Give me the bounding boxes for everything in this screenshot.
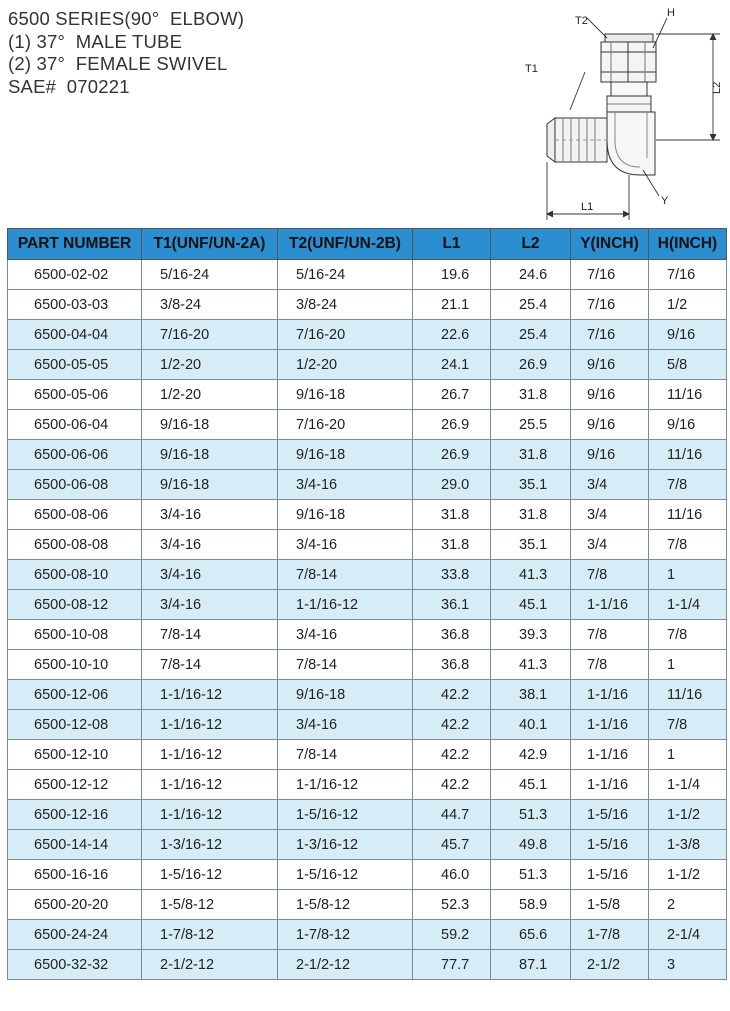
cell-t2-thread: 7/8-14 (278, 560, 413, 590)
cell-y-inch: 1-5/16 (571, 800, 649, 830)
cell-h-inch: 7/8 (649, 470, 727, 500)
male-tube-end-shape (547, 118, 607, 162)
cell-part-number: 6500-08-12 (8, 590, 142, 620)
table-row (8, 260, 727, 290)
cell-l1: 36.1 (413, 590, 491, 620)
cell-t1-thread: 2-1/2-12 (142, 950, 278, 980)
cell-y-inch: 1-1/16 (571, 740, 649, 770)
cell-h-inch: 9/16 (649, 410, 727, 440)
cell-part-number: 6500-08-06 (8, 500, 142, 530)
table-row (8, 860, 727, 890)
label-t1: T1 (525, 63, 538, 75)
elbow-fitting-drawing (515, 0, 730, 225)
cell-l2: 49.8 (491, 830, 571, 860)
cell-t2-thread: 3/4-16 (278, 710, 413, 740)
cell-l2: 41.3 (491, 650, 571, 680)
cell-h-inch: 11/16 (649, 680, 727, 710)
cell-y-inch: 1-1/16 (571, 680, 649, 710)
cell-l1: 24.1 (413, 350, 491, 380)
cell-l2: 25.4 (491, 290, 571, 320)
cell-l2: 35.1 (491, 530, 571, 560)
cell-part-number: 6500-06-06 (8, 440, 142, 470)
cell-part-number: 6500-20-20 (8, 890, 142, 920)
cell-l2: 31.8 (491, 380, 571, 410)
cell-l1: 26.9 (413, 440, 491, 470)
cell-y-inch: 7/16 (571, 260, 649, 290)
cell-l1: 29.0 (413, 470, 491, 500)
cell-part-number: 6500-08-10 (8, 560, 142, 590)
cell-t2-thread: 7/8-14 (278, 650, 413, 680)
elbow-body-shape (607, 112, 655, 175)
cell-y-inch: 7/8 (571, 650, 649, 680)
cell-part-number: 6500-06-08 (8, 470, 142, 500)
cell-t1-thread: 3/8-24 (142, 290, 278, 320)
table-row (8, 650, 727, 680)
table-row (8, 620, 727, 650)
cell-y-inch: 1-5/16 (571, 860, 649, 890)
cell-l2: 26.9 (491, 350, 571, 380)
cell-l2: 41.3 (491, 560, 571, 590)
cell-t2-thread: 3/4-16 (278, 530, 413, 560)
cell-l1: 22.6 (413, 320, 491, 350)
cell-t1-thread: 1-1/16-12 (142, 680, 278, 710)
cell-part-number: 6500-08-08 (8, 530, 142, 560)
column-header-l1: L1 (413, 229, 491, 260)
label-y: Y (661, 195, 669, 207)
cell-l1: 59.2 (413, 920, 491, 950)
cell-y-inch: 1-1/16 (571, 590, 649, 620)
cell-t2-thread: 9/16-18 (278, 440, 413, 470)
cell-part-number: 6500-24-24 (8, 920, 142, 950)
cell-y-inch: 1-1/16 (571, 710, 649, 740)
cell-h-inch: 11/16 (649, 380, 727, 410)
cell-h-inch: 2 (649, 890, 727, 920)
cell-l2: 31.8 (491, 440, 571, 470)
column-header-part-number: PART NUMBER (8, 229, 142, 260)
cell-t1-thread: 9/16-18 (142, 440, 278, 470)
cell-l1: 44.7 (413, 800, 491, 830)
cell-l1: 19.6 (413, 260, 491, 290)
cell-l1: 36.8 (413, 650, 491, 680)
cell-t1-thread: 1-1/16-12 (142, 740, 278, 770)
cell-t1-thread: 1/2-20 (142, 350, 278, 380)
cell-y-inch: 3/4 (571, 500, 649, 530)
table-row (8, 950, 727, 980)
cell-y-inch: 9/16 (571, 440, 649, 470)
table-row (8, 830, 727, 860)
column-header-y-inch: Y(INCH) (571, 229, 649, 260)
cell-h-inch: 1/2 (649, 290, 727, 320)
cell-part-number: 6500-32-32 (8, 950, 142, 980)
label-l1: L1 (581, 201, 594, 213)
cell-t1-thread: 3/4-16 (142, 500, 278, 530)
cell-y-inch: 2-1/2 (571, 950, 649, 980)
cell-l2: 40.1 (491, 710, 571, 740)
column-header-l2: L2 (491, 229, 571, 260)
table-row (8, 500, 727, 530)
sae-number: SAE# 070221 (8, 75, 130, 97)
table-row (8, 770, 727, 800)
cell-part-number: 6500-12-16 (8, 800, 142, 830)
cell-t2-thread: 9/16-18 (278, 380, 413, 410)
cell-t2-thread: 3/4-16 (278, 470, 413, 500)
cell-l1: 42.2 (413, 770, 491, 800)
cell-y-inch: 7/16 (571, 290, 649, 320)
cell-l1: 26.7 (413, 380, 491, 410)
cell-l2: 58.9 (491, 890, 571, 920)
table-row (8, 710, 727, 740)
cell-t2-thread: 7/16-20 (278, 410, 413, 440)
cell-t1-thread: 1-1/16-12 (142, 800, 278, 830)
cell-t2-thread: 7/16-20 (278, 320, 413, 350)
cell-part-number: 6500-05-05 (8, 350, 142, 380)
column-header-t1-thread: T1(UNF/UN-2A) (142, 229, 278, 260)
cell-l2: 31.8 (491, 500, 571, 530)
cell-l2: 65.6 (491, 920, 571, 950)
cell-h-inch: 1 (649, 560, 727, 590)
table-row (8, 470, 727, 500)
cell-y-inch: 7/8 (571, 560, 649, 590)
cell-t2-thread: 1-7/8-12 (278, 920, 413, 950)
cell-l1: 52.3 (413, 890, 491, 920)
cell-l1: 77.7 (413, 950, 491, 980)
elbow-neck-shape (607, 82, 651, 112)
table-row (8, 920, 727, 950)
cell-h-inch: 1 (649, 740, 727, 770)
label-l2: L2 (711, 81, 723, 94)
cell-t1-thread: 1-3/16-12 (142, 830, 278, 860)
cell-t1-thread: 7/8-14 (142, 650, 278, 680)
cell-y-inch: 1-5/8 (571, 890, 649, 920)
cell-t1-thread: 1-1/16-12 (142, 770, 278, 800)
cell-t2-thread: 9/16-18 (278, 680, 413, 710)
cell-l2: 51.3 (491, 860, 571, 890)
cell-l2: 42.9 (491, 740, 571, 770)
cell-t2-thread: 1-5/8-12 (278, 890, 413, 920)
cell-t1-thread: 3/4-16 (142, 590, 278, 620)
series-description (8, 8, 244, 98)
cell-h-inch: 11/16 (649, 440, 727, 470)
cell-y-inch: 1-7/8 (571, 920, 649, 950)
table-row (8, 440, 727, 470)
table-row (8, 320, 727, 350)
cell-y-inch: 9/16 (571, 350, 649, 380)
cell-h-inch: 1-3/8 (649, 830, 727, 860)
cell-l1: 31.8 (413, 530, 491, 560)
cell-y-inch: 1-1/16 (571, 770, 649, 800)
column-header-h-inch: H(INCH) (649, 229, 727, 260)
cell-t2-thread: 3/4-16 (278, 620, 413, 650)
cell-l2: 45.1 (491, 770, 571, 800)
cell-l1: 31.8 (413, 500, 491, 530)
table-row (8, 740, 727, 770)
cell-y-inch: 7/16 (571, 320, 649, 350)
cell-y-inch: 3/4 (571, 470, 649, 500)
cell-t1-thread: 1-5/8-12 (142, 890, 278, 920)
cell-h-inch: 7/16 (649, 260, 727, 290)
cell-l2: 24.6 (491, 260, 571, 290)
table-row (8, 350, 727, 380)
cell-part-number: 6500-05-06 (8, 380, 142, 410)
cell-y-inch: 3/4 (571, 530, 649, 560)
cell-t2-thread: 1-5/16-12 (278, 800, 413, 830)
cell-l2: 45.1 (491, 590, 571, 620)
label-h: H (667, 7, 675, 19)
table-row (8, 560, 727, 590)
cell-y-inch: 9/16 (571, 410, 649, 440)
cell-h-inch: 1 (649, 650, 727, 680)
cell-h-inch: 7/8 (649, 620, 727, 650)
cell-t2-thread: 2-1/2-12 (278, 950, 413, 980)
cell-l2: 39.3 (491, 620, 571, 650)
cell-l2: 35.1 (491, 470, 571, 500)
dimensions-table (7, 228, 727, 980)
cell-h-inch: 11/16 (649, 500, 727, 530)
table-row (8, 380, 727, 410)
swivel-nut-shape (601, 34, 656, 82)
cell-part-number: 6500-12-12 (8, 770, 142, 800)
cell-t2-thread: 1-1/16-12 (278, 770, 413, 800)
cell-t2-thread: 1-3/16-12 (278, 830, 413, 860)
table-body (8, 260, 727, 980)
cell-part-number: 6500-02-02 (8, 260, 142, 290)
cell-h-inch: 5/8 (649, 350, 727, 380)
table-header-row (8, 229, 727, 260)
cell-part-number: 6500-10-08 (8, 620, 142, 650)
cell-y-inch: 9/16 (571, 380, 649, 410)
table-row (8, 890, 727, 920)
end-1-description: (1) 37° MALE TUBE (8, 30, 183, 52)
cell-part-number: 6500-04-04 (8, 320, 142, 350)
cell-t2-thread: 9/16-18 (278, 500, 413, 530)
column-header-t2-thread: T2(UNF/UN-2B) (278, 229, 413, 260)
cell-t1-thread: 1-1/16-12 (142, 710, 278, 740)
cell-part-number: 6500-12-06 (8, 680, 142, 710)
cell-t1-thread: 5/16-24 (142, 260, 278, 290)
series-title: 6500 SERIES(90° ELBOW) (8, 8, 245, 29)
cell-t2-thread: 5/16-24 (278, 260, 413, 290)
cell-part-number: 6500-16-16 (8, 860, 142, 890)
cell-t1-thread: 3/4-16 (142, 560, 278, 590)
cell-t1-thread: 1/2-20 (142, 380, 278, 410)
cell-t2-thread: 1-5/16-12 (278, 860, 413, 890)
cell-h-inch: 2-1/4 (649, 920, 727, 950)
cell-l2: 25.4 (491, 320, 571, 350)
cell-part-number: 6500-03-03 (8, 290, 142, 320)
cell-h-inch: 7/8 (649, 710, 727, 740)
cell-h-inch: 1-1/2 (649, 860, 727, 890)
cell-l1: 45.7 (413, 830, 491, 860)
cell-l2: 87.1 (491, 950, 571, 980)
cell-t2-thread: 1-1/16-12 (278, 590, 413, 620)
cell-l1: 42.2 (413, 710, 491, 740)
cell-y-inch: 1-5/16 (571, 830, 649, 860)
cell-t1-thread: 9/16-18 (142, 470, 278, 500)
cell-l1: 26.9 (413, 410, 491, 440)
cell-t1-thread: 1-7/8-12 (142, 920, 278, 950)
cell-part-number: 6500-14-14 (8, 830, 142, 860)
cell-h-inch: 3 (649, 950, 727, 980)
cell-part-number: 6500-10-10 (8, 650, 142, 680)
cell-h-inch: 9/16 (649, 320, 727, 350)
cell-t2-thread: 1/2-20 (278, 350, 413, 380)
cell-l1: 21.1 (413, 290, 491, 320)
cell-t1-thread: 7/8-14 (142, 620, 278, 650)
cell-t2-thread: 3/8-24 (278, 290, 413, 320)
table-row (8, 410, 727, 440)
label-t2: T2 (575, 15, 588, 27)
table-row (8, 590, 727, 620)
cell-l1: 42.2 (413, 680, 491, 710)
cell-l2: 51.3 (491, 800, 571, 830)
cell-h-inch: 1-1/4 (649, 590, 727, 620)
cell-h-inch: 7/8 (649, 530, 727, 560)
cell-l1: 36.8 (413, 620, 491, 650)
end-2-description: (2) 37° FEMALE SWIVEL (8, 53, 228, 74)
cell-t1-thread: 1-5/16-12 (142, 860, 278, 890)
cell-part-number: 6500-12-08 (8, 710, 142, 740)
table-row (8, 680, 727, 710)
cell-l1: 46.0 (413, 860, 491, 890)
cell-t1-thread: 3/4-16 (142, 530, 278, 560)
cell-part-number: 6500-12-10 (8, 740, 142, 770)
table-row (8, 530, 727, 560)
cell-y-inch: 7/8 (571, 620, 649, 650)
cell-l2: 38.1 (491, 680, 571, 710)
cell-part-number: 6500-06-04 (8, 410, 142, 440)
cell-h-inch: 1-1/4 (649, 770, 727, 800)
cell-h-inch: 1-1/2 (649, 800, 727, 830)
cell-l1: 42.2 (413, 740, 491, 770)
table-row (8, 290, 727, 320)
cell-t1-thread: 9/16-18 (142, 410, 278, 440)
table-row (8, 800, 727, 830)
cell-l1: 33.8 (413, 560, 491, 590)
cell-l2: 25.5 (491, 410, 571, 440)
cell-t1-thread: 7/16-20 (142, 320, 278, 350)
cell-t2-thread: 7/8-14 (278, 740, 413, 770)
